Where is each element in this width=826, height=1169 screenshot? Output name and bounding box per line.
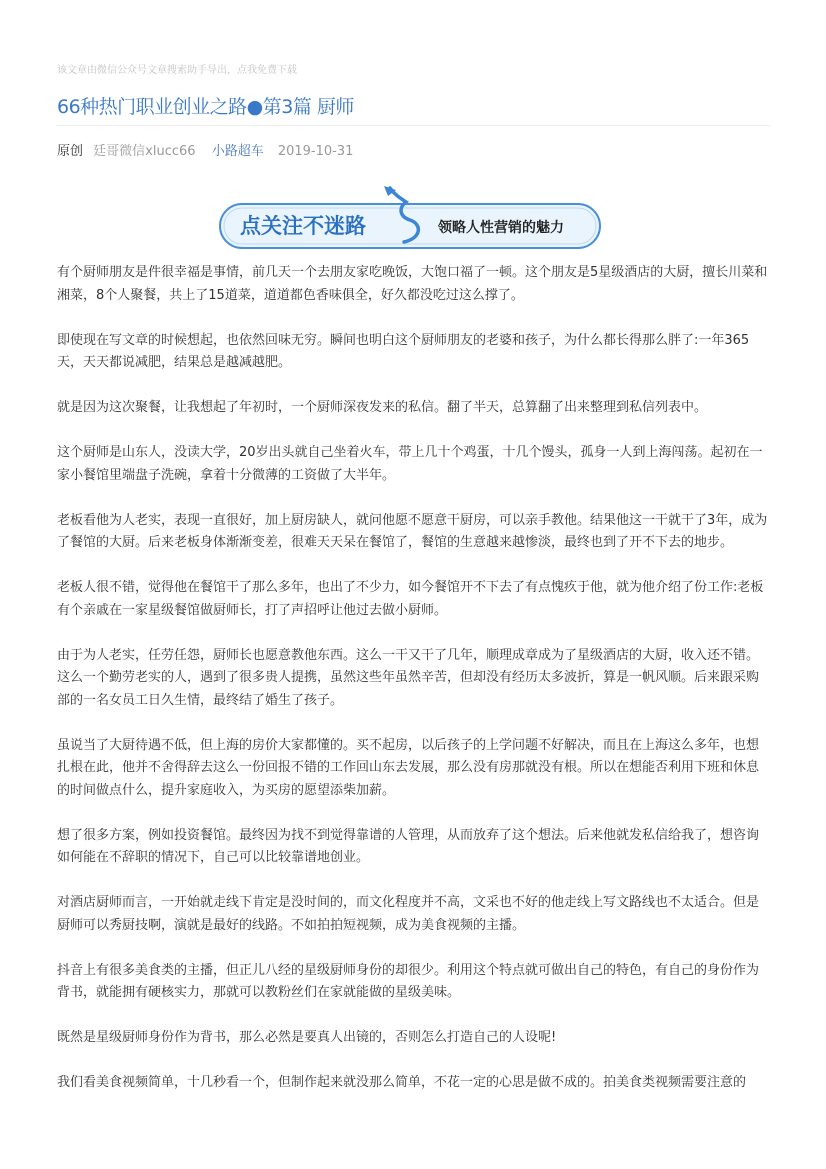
- banner-left-text: 点关注不迷路: [240, 214, 366, 238]
- paragraph: 抖音上有很多美食类的主播，但正儿八经的星级厨师身份的却很少。利用这个特点就可做出自己的特色，有自己的身份作为背书，就能拥有硬核实力，那就可以教粉丝们在家就能做的星级美味。: [57, 962, 760, 1000]
- author-name: 廷哥微信xlucc66: [93, 144, 196, 159]
- article-body: [57, 262, 769, 1117]
- paragraph: 虽说当了大厨待遇不低，但上海的房价大家都懂的。买不起房，以后孩子的上学问题不好解决，而且在上海这么多年，也想扎根在此，他并不舍得辞去这么一份回报不错的工作回山东去发展，那么没有房那就没有根。所以在想能否利用下班和休息的时间做点什么，提升家庭收入，为买房的愿望添柴加薪。: [57, 737, 760, 798]
- paragraph: 即使现在写文章的时候想起，也依然回味无穷。瞬间也明白这个厨师朋友的老婆和孩子，为什么都长得那么胖了:一年365天，天天都说减肥，结果总是越减越肥。: [57, 332, 750, 370]
- paragraph: 老板看他为人老实，表现一直很好，加上厨房缺人，就问他愿不愿意干厨房，可以亲手教他。结果他这一干就干了3年，成为了餐馆的大厨。后来老板身体渐渐变差，很难天天呆在餐馆了，餐馆的生意越来越惨淡，最终也到了开不下去的地步。: [57, 512, 768, 550]
- paragraph: 我们看美食视频简单，十几秒看一个，但制作起来就没那么简单，不花一定的心思是做不成的。拍美食类视频需要注意的: [57, 1075, 747, 1090]
- follow-banner: [218, 186, 602, 250]
- paragraph: 就是因为这次聚餐，让我想起了年初时，一个厨师深夜发来的私信。翻了半天，总算翻了出来整理到私信列表中。: [57, 400, 708, 415]
- title-divider: [57, 125, 770, 126]
- export-notice[interactable]: 该文章由微信公众号文章搜索助手导出，点我免费下载: [57, 65, 297, 76]
- paragraph: 这个厨师是山东人，没读大学，20岁出头就自己坐着火车，带上几十个鸡蛋，十几个馒头，孤身一人到上海闯荡。起初在一家小餐馆里端盘子洗碗，拿着十分微薄的工资做了大半年。: [57, 445, 763, 483]
- account-name-link[interactable]: 小路超车: [211, 144, 264, 159]
- paragraph: 老板人很不错，觉得他在餐馆干了那么多年，也出了不少力，如今餐馆开不下去了有点愧疚于他，就为他介绍了份工作:老板有个亲戚在一家星级餐馆做厨师长，打了声招呼让他过去做小厨师。: [57, 580, 764, 618]
- paragraph: 由于为人老实，任劳任怨，厨师长也愿意教他东西。这么一干又干了几年，顺理成章成为了星级酒店的大厨，收入还不错。这么一个勤劳老实的人，遇到了很多贵人提携，虽然这些年虽然辛苦，但却没有经历太多波折，算是一帆风顺。后来跟采购部的一名女员工日久生情，最终结了婚生了孩子。: [57, 647, 760, 708]
- banner-right-text: 领略人性营销的魅力: [438, 220, 564, 236]
- paragraph: 有个厨师朋友是件很幸福是事情，前几天一个去朋友家吃晚饭，大饱口福了一顿。这个朋友是5星级酒店的大厨，擅长川菜和湘菜，8个人聚餐，共上了15道菜，道道都色香味俱全，好久都没吃过这么撑了。: [57, 265, 768, 303]
- publish-date: 2019-10-31: [277, 144, 354, 159]
- article-meta: [57, 140, 353, 159]
- original-label: 原创: [57, 144, 84, 159]
- article-title: 66种热门职业创业之路●第3篇 厨师: [57, 96, 354, 118]
- paragraph: 对酒店厨师而言，一开始就走线下肯定是没时间的，而文化程度并不高，文采也不好的他走线上写文路线也不太适合。但是厨师可以秀厨技啊，演就是最好的线路。不如拍拍短视频，成为美食视频的主播。: [57, 895, 760, 933]
- paragraph: 既然是星级厨师身份作为背书，那么必然是要真人出镜的，否则怎么打造自己的人设呢!: [57, 1030, 557, 1045]
- paragraph: 想了很多方案，例如投资餐馆。最终因为找不到觉得靠谱的人管理，从而放弃了这个想法。后来他就发私信给我了，想咨询如何能在不辞职的情况下，自己可以比较靠谱地创业。: [57, 827, 760, 865]
